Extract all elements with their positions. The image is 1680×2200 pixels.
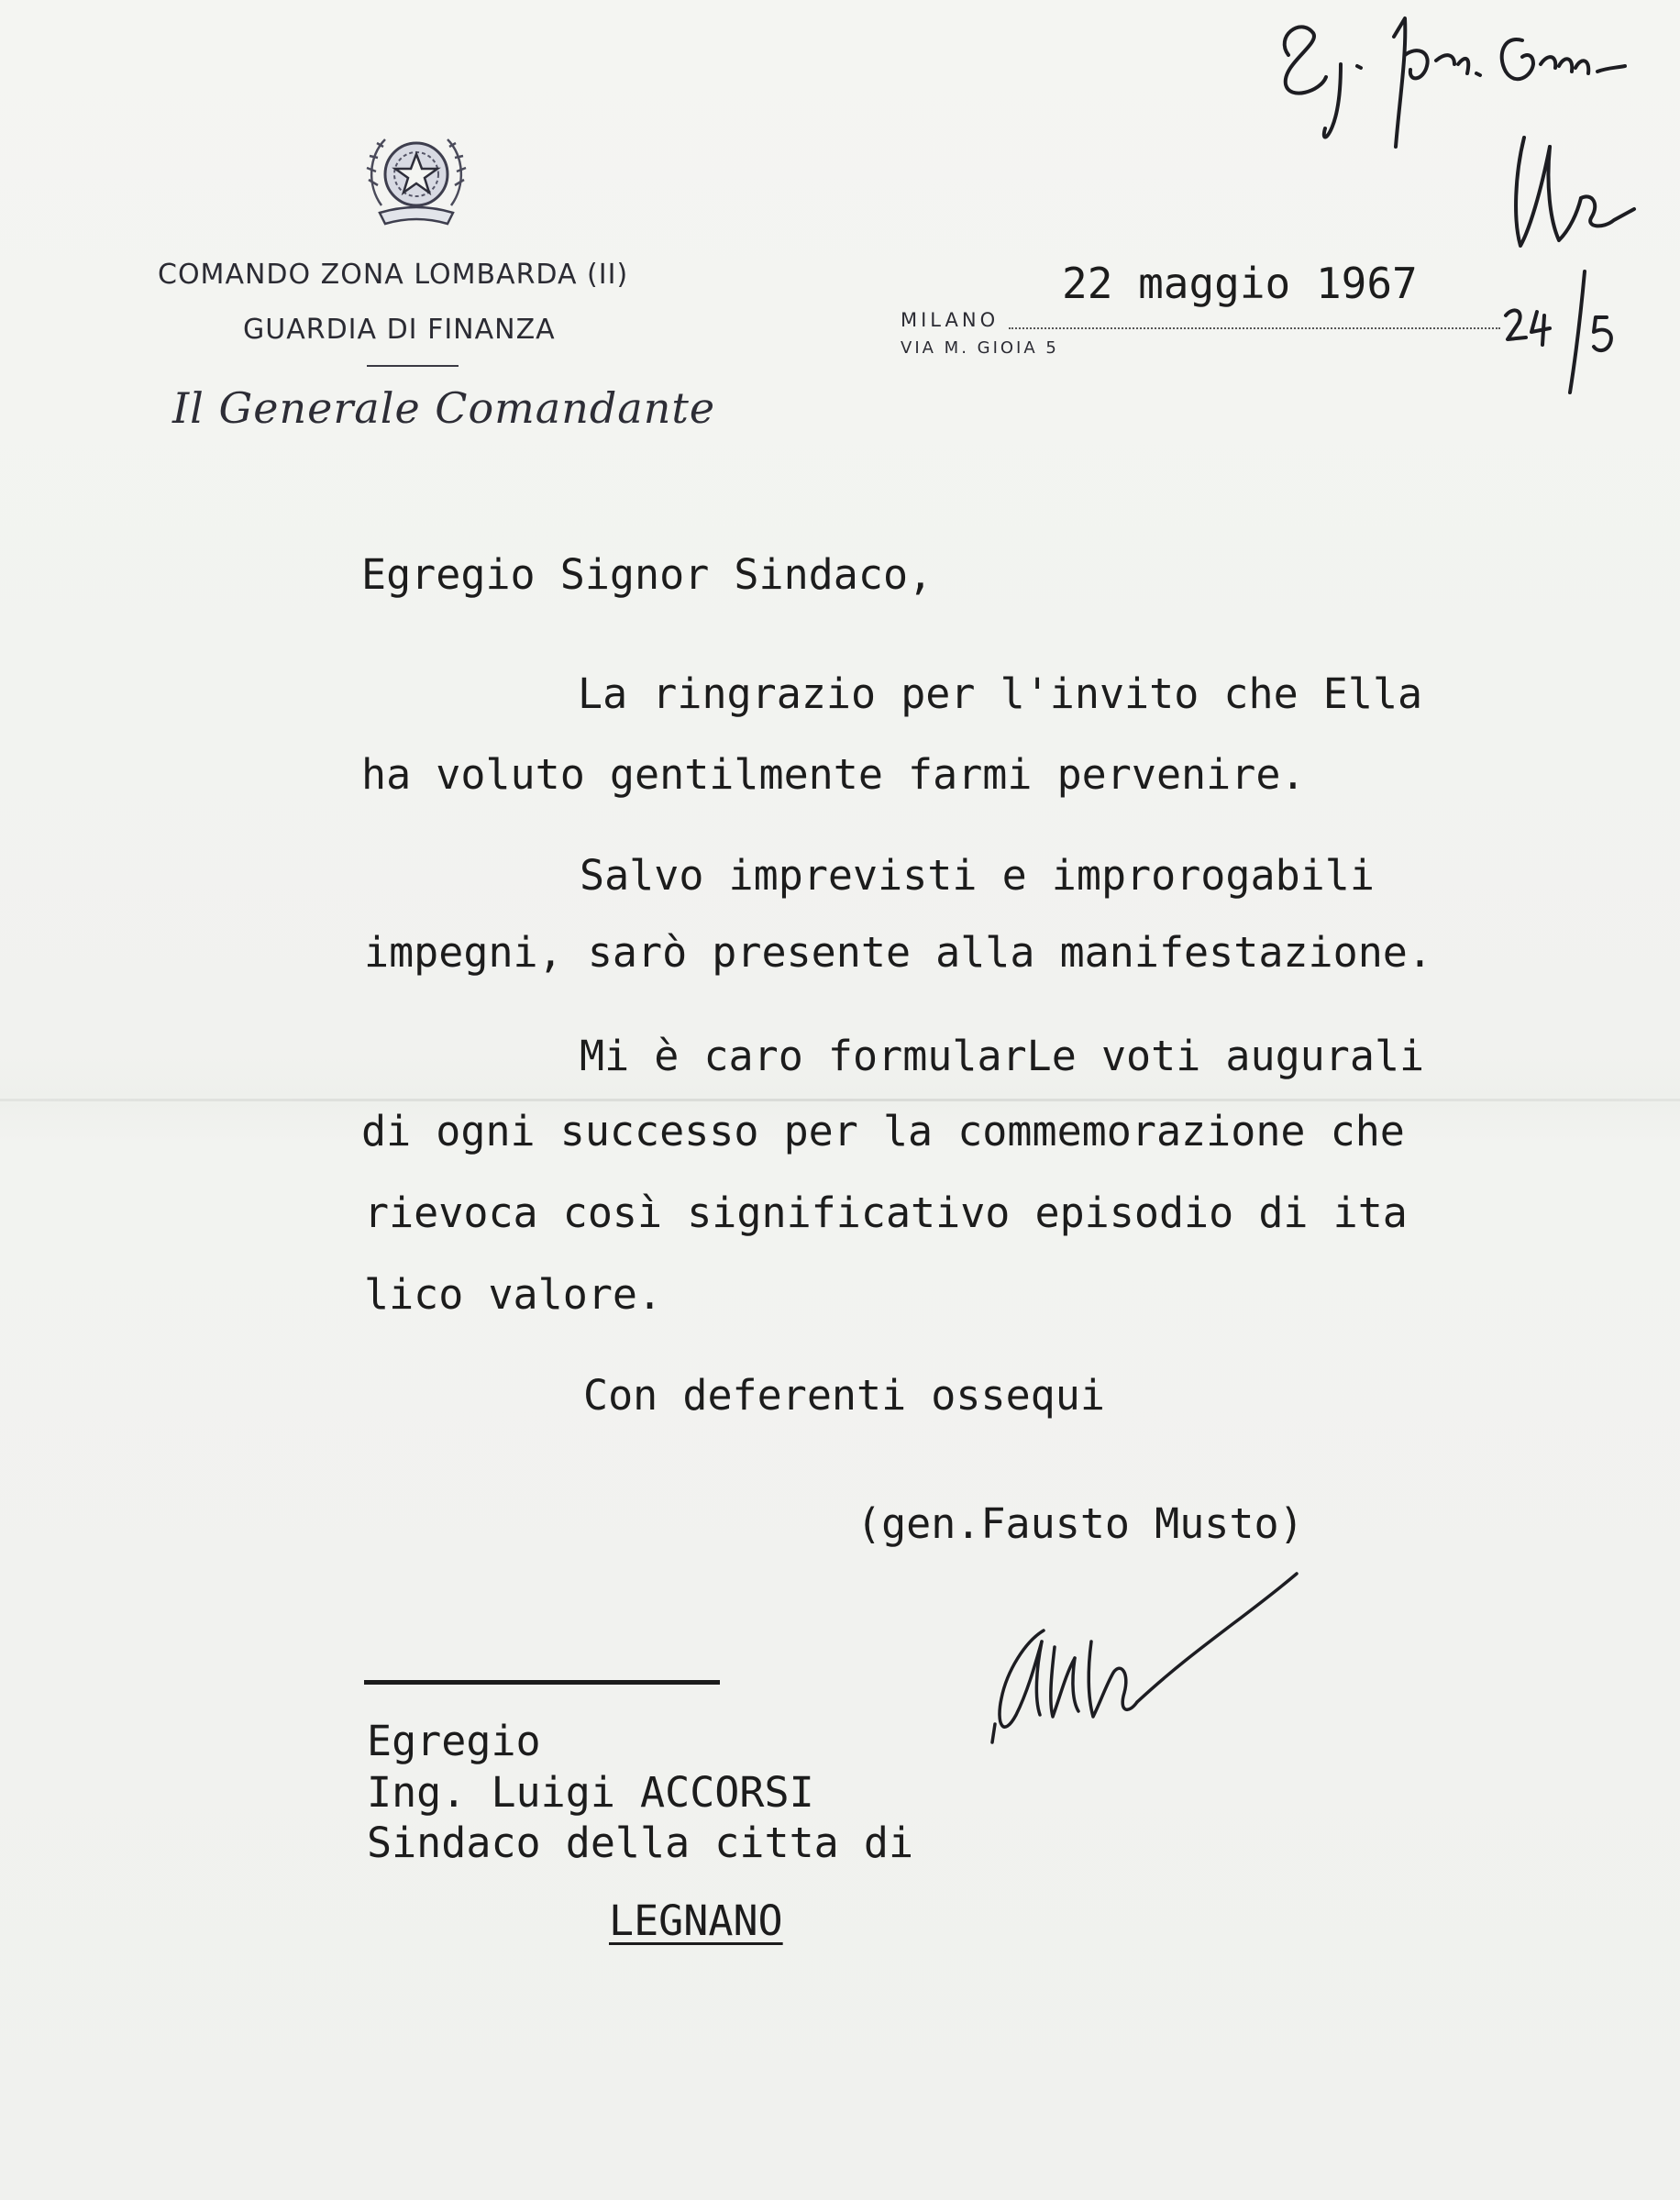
body-line: Salvo imprevisti e improrogabili	[580, 851, 1375, 900]
closing-formula: Con deferenti ossequi	[583, 1371, 1105, 1420]
letterhead-title: Il Generale Comandante	[172, 383, 716, 433]
letter-date: 22 maggio 1967	[1062, 259, 1418, 308]
body-line: ha voluto gentilmente farmi pervenire.	[361, 750, 1306, 799]
republic-emblem-icon	[358, 121, 475, 238]
addressee-line: Ing. Luigi ACCORSI	[367, 1768, 814, 1817]
body-line: rievoca così significativo episodio di ita	[364, 1188, 1408, 1237]
addressee-line: Egregio	[367, 1717, 541, 1765]
body-line: La ringrazio per l'invito che Ella	[578, 669, 1423, 718]
body-line: di ogni successo per la commemorazione che	[361, 1107, 1405, 1155]
body-line: impegni, sarò presente alla manifestazione.	[364, 928, 1432, 977]
paper-fold	[0, 1099, 1680, 1101]
letterhead-city: MILANO	[901, 309, 1000, 331]
signer-name: (gen.Fausto Musto)	[857, 1499, 1304, 1548]
addressee-city: LEGNANO	[609, 1896, 783, 1945]
letterhead-divider	[367, 365, 459, 367]
date-dotted-line	[1009, 327, 1500, 329]
letterhead-organization: GUARDIA DI FINANZA	[243, 314, 556, 346]
salutation: Egregio Signor Sindaco,	[361, 550, 934, 599]
body-line: Mi è caro formularLe voti augurali	[580, 1032, 1425, 1080]
letterhead-address: VIA M. GIOIA 5	[901, 338, 1059, 358]
addressee-line: Sindaco della citta di	[367, 1819, 914, 1867]
body-line: lico valore.	[364, 1270, 663, 1319]
letterhead-command: COMANDO ZONA LOMBARDA (II)	[158, 259, 629, 291]
addressee-rule	[364, 1680, 720, 1685]
